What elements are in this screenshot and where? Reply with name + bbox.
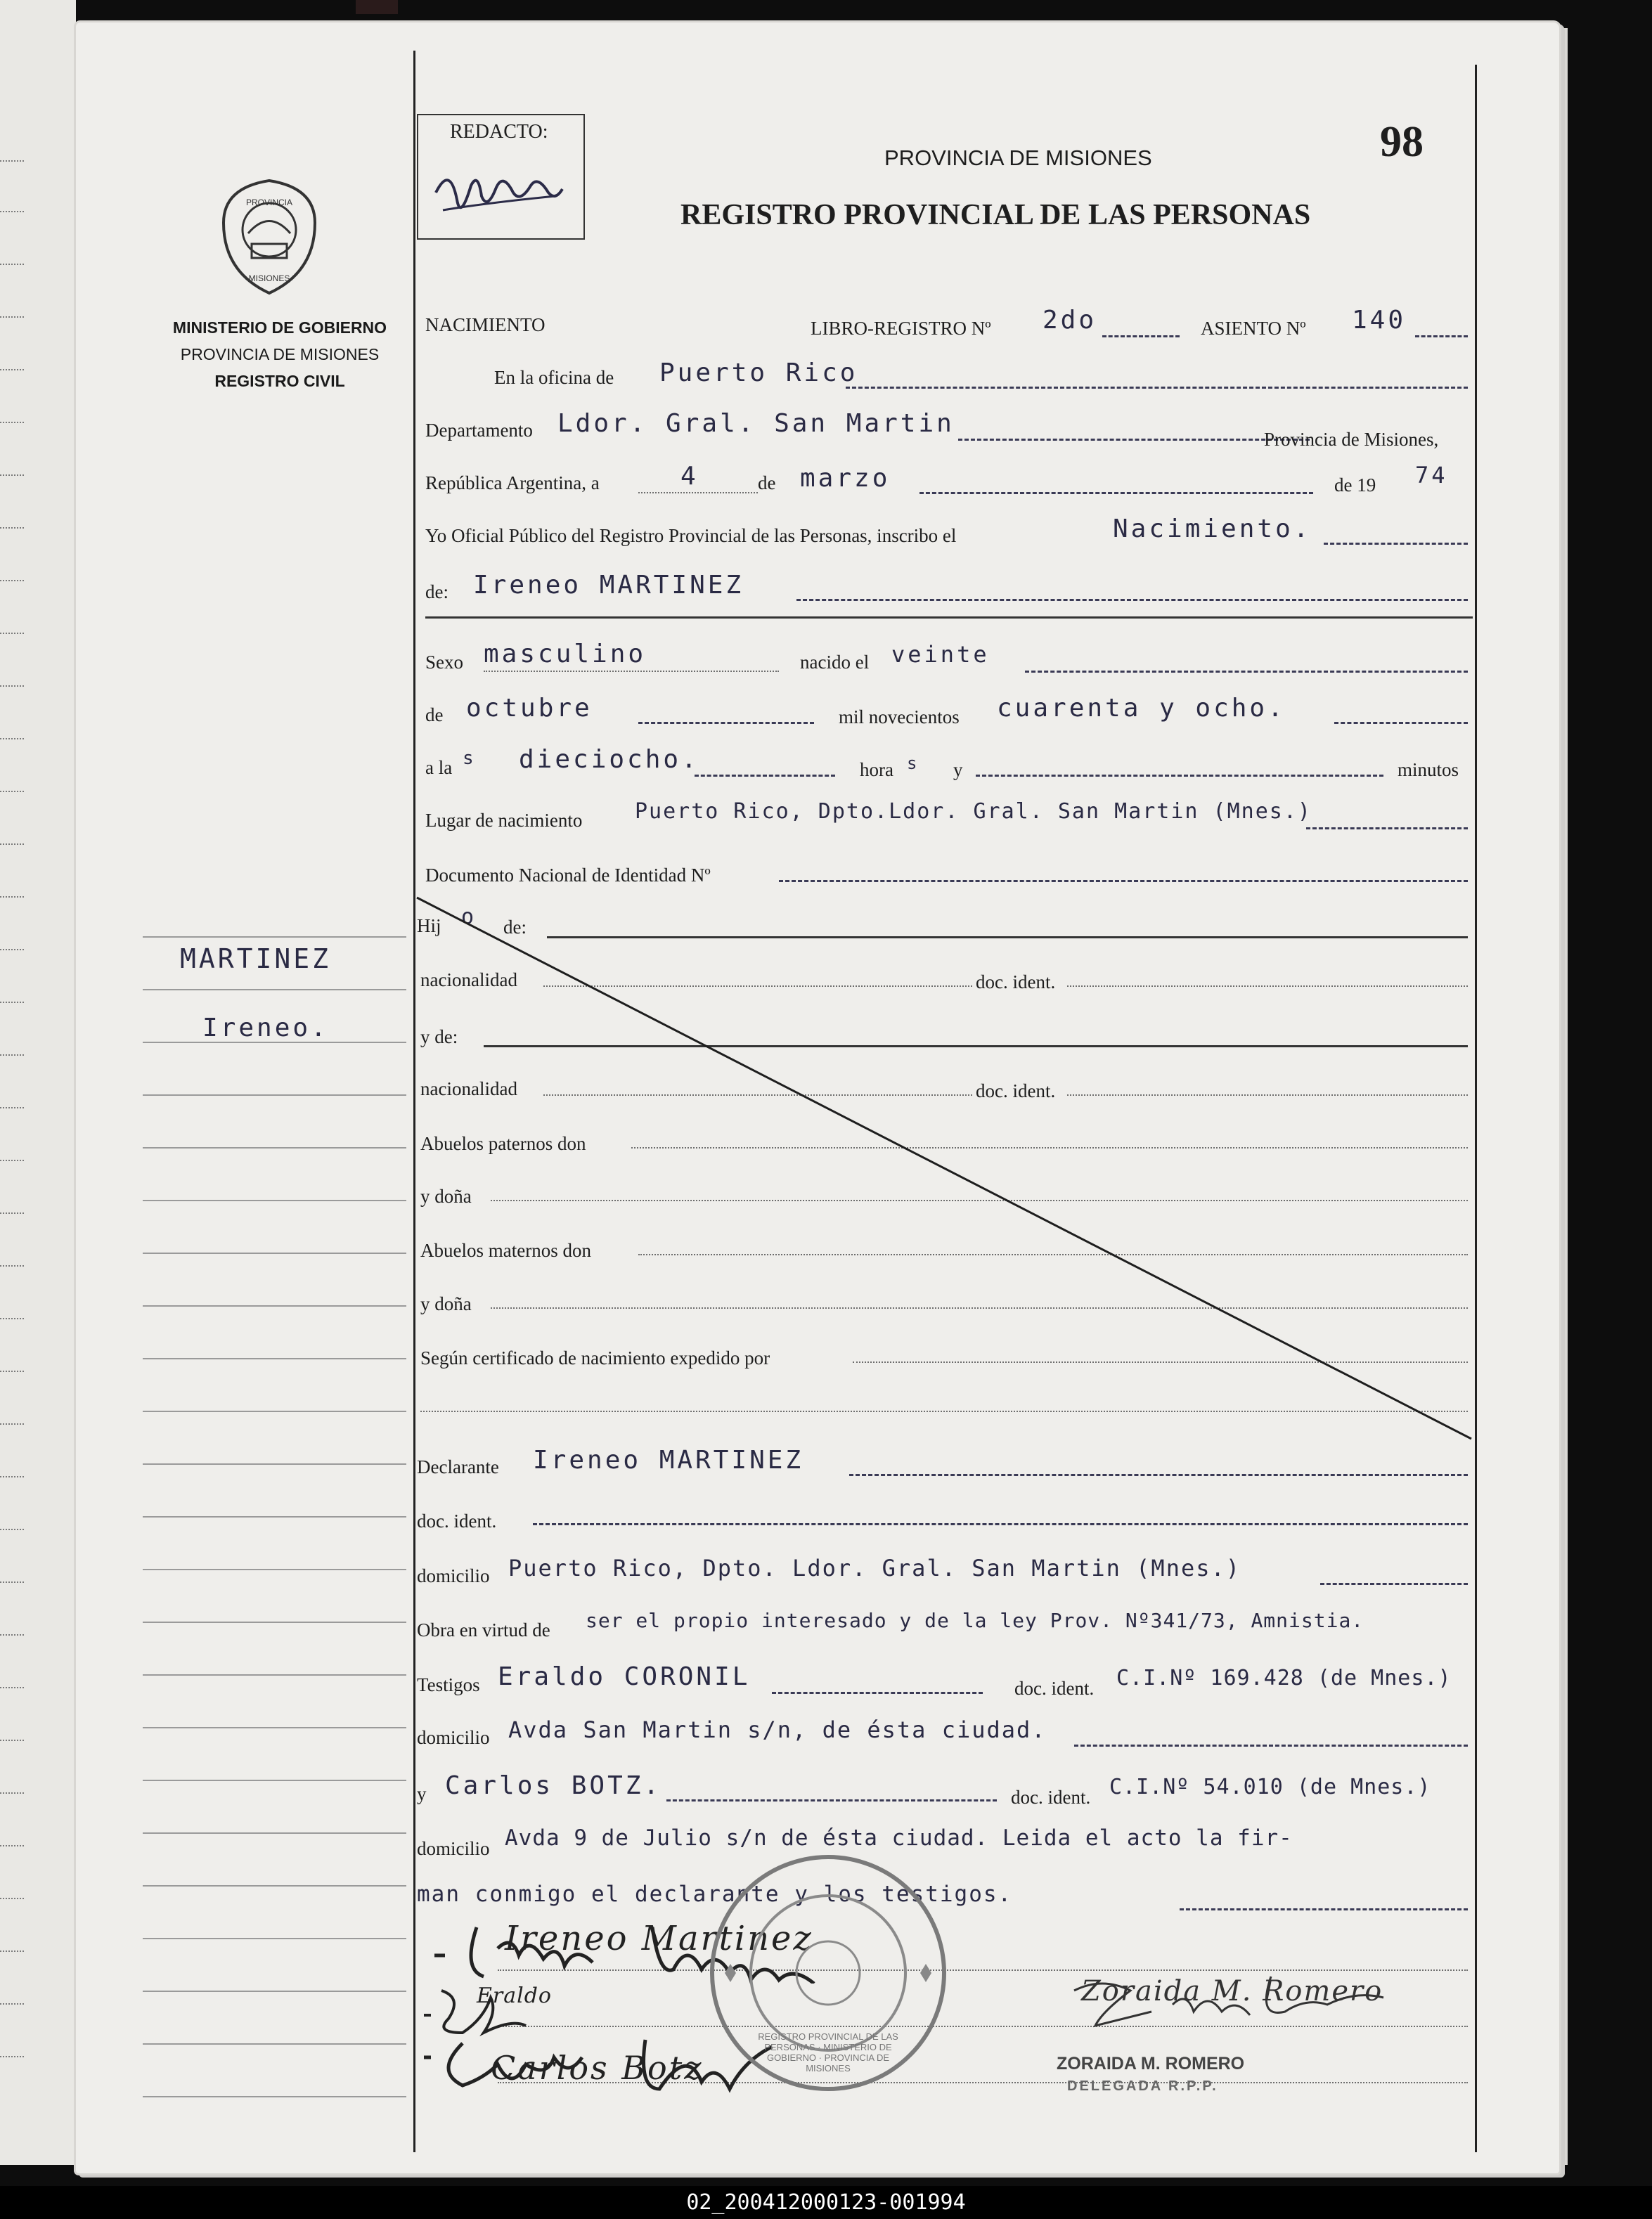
fill-dash [796, 599, 1468, 601]
domicilio2-value: Avda San Martin s/n, de ésta ciudad. [508, 1716, 1047, 1743]
seal-bottom-text: MISIONES [248, 273, 290, 283]
official-name: ZORAIDA M. ROMERO [1057, 2054, 1245, 2074]
ruled-line [0, 2003, 24, 2005]
fill-dots [484, 671, 779, 672]
margin-rule [143, 1727, 406, 1728]
record-type-label: NACIMIENTO [425, 314, 546, 335]
redacto-box [417, 114, 585, 240]
ruled-line [0, 1845, 24, 1846]
fill-dash [533, 1523, 1468, 1525]
nacionalidad2-label: nacionalidad [420, 1078, 517, 1099]
fill-dash [1025, 671, 1468, 673]
fill-dash [695, 775, 835, 777]
margin-rule [143, 1358, 406, 1359]
page-number: 98 [1380, 118, 1424, 166]
domicilio2-label: domicilio [417, 1727, 490, 1748]
fill-dash [1180, 1908, 1468, 1910]
t1-docident-label: doc. ident. [1014, 1678, 1095, 1699]
decl-docident-label: doc. ident. [417, 1510, 497, 1532]
previous-page-edge [0, 0, 76, 2165]
ruled-line [0, 211, 24, 212]
margin-rule [143, 1780, 406, 1781]
nacionalidad1-label: nacionalidad [420, 969, 517, 990]
ruled-line [0, 1476, 24, 1477]
ruled-line [0, 422, 24, 423]
fill-dash [1306, 827, 1468, 829]
hora-label: hora [860, 759, 893, 780]
margin-given-name: Ireneo. [202, 1014, 329, 1042]
margin-rule [143, 1253, 406, 1254]
redacto-label: REDACTO: [450, 121, 548, 143]
y-label: y [953, 759, 963, 780]
domicilio3-value: Avda 9 de Julio s/n de ésta ciudad. Leida el acto la fir- [505, 1825, 1293, 1851]
lugar-label: Lugar de nacimiento [425, 810, 583, 831]
margin-rule [143, 1622, 406, 1623]
register-page [76, 22, 1559, 2173]
testigo2-signature-text: Carlos Botz [491, 2049, 704, 2087]
ruled-line [0, 1054, 24, 1056]
hij-de-label: de: [503, 917, 527, 938]
ministry-line-1: MINISTERIO DE GOBIERNO [172, 318, 387, 337]
official-signature-text: Zoraida M. Romero [1081, 1975, 1383, 2007]
ruled-line [0, 1423, 24, 1425]
margin-rule [143, 936, 406, 938]
provincia-label: Provincia de Misiones, [1264, 429, 1439, 450]
margin-rule [143, 1832, 406, 1834]
docident1-label: doc. ident. [976, 971, 1056, 992]
margin-rule [143, 1200, 406, 1201]
mes-nac-value: octubre [466, 694, 593, 723]
fill-dash [976, 775, 1383, 777]
republica-label: República Argentina, a [425, 472, 600, 493]
ruled-line [0, 264, 24, 265]
ruled-line [0, 1002, 24, 1003]
margin-rule [143, 1147, 406, 1149]
fill-dots [638, 492, 758, 493]
minutos-label: minutos [1398, 759, 1459, 780]
ruled-line [0, 949, 24, 950]
a-la-label: a la [425, 757, 453, 778]
t2-docident-label: doc. ident. [1011, 1787, 1091, 1808]
declarante-value: Ireneo MARTINEZ [533, 1446, 804, 1475]
declarante-label: Declarante [417, 1456, 499, 1477]
mil-label: mil novecientos [839, 706, 960, 727]
anio-label: de 19 [1334, 474, 1376, 496]
ruled-line [0, 1740, 24, 1741]
domicilio1-label: domicilio [417, 1565, 490, 1586]
testigo2-doc: C.I.Nº 54.010 (de Mnes.) [1109, 1775, 1431, 1799]
nacido-value: veinte [891, 641, 990, 668]
right-border [1475, 65, 1477, 2152]
margin-rule [143, 989, 406, 990]
fill-dash [1324, 543, 1468, 545]
ruled-line [0, 316, 24, 318]
ruled-line [0, 1581, 24, 1583]
margin-rule [143, 1305, 406, 1307]
anio-value: 74 [1415, 462, 1448, 489]
testigo1-value: Eraldo CORONIL [498, 1662, 751, 1691]
ministry-block [153, 314, 406, 394]
ruled-line [0, 1160, 24, 1161]
ruled-line [0, 791, 24, 792]
ruled-line [0, 1371, 24, 1372]
ruled-line [0, 1265, 24, 1267]
official-title: DELEGADA R.P.P. [1067, 2078, 1218, 2094]
fill-dash [1102, 335, 1180, 337]
testigo1-signature-text: Eraldo [477, 1984, 552, 2008]
stamp-text: REGISTRO PROVINCIAL DE LAS PERSONAS · MINISTERIO DE GOBIERNO · PROVINCIA DE MISIONES [758, 2031, 898, 2074]
y-dona1-label: y doña [420, 1186, 472, 1207]
hora-suffix: s [907, 753, 920, 773]
libro-value: 2do [1043, 306, 1097, 335]
de2-label: de [425, 704, 444, 725]
margin-rule [143, 1463, 406, 1465]
image-id-bar: 02_200412000123-001994 [0, 2186, 1652, 2219]
official-signature [1060, 1962, 1454, 2040]
oficial-label: Yo Oficial Público del Registro Provincial de las Personas, inscribo el [425, 525, 957, 546]
fill-dash [1334, 722, 1468, 724]
testigo2-value: Carlos BOTZ. [445, 1771, 662, 1800]
ruled-line [0, 1898, 24, 1899]
oficial-value: Nacimiento. [1113, 515, 1312, 543]
abuelos-maternos-label: Abuelos maternos don [420, 1240, 591, 1261]
fill-dash [779, 880, 1468, 882]
dni-label: Documento Nacional de Identidad Nº [425, 865, 711, 886]
province-heading: PROVINCIA DE MISIONES [884, 145, 1152, 170]
de-label: de [758, 472, 776, 493]
declarante-signature-text: Ireneo Martinez [505, 1919, 813, 1958]
margin-rule [143, 1885, 406, 1887]
nacido-label: nacido el [800, 652, 870, 673]
domicilio1-value: Puerto Rico, Dpto. Ldor. Gral. San Martin (Mnes.) [508, 1555, 1241, 1581]
y2-label: y [417, 1783, 427, 1804]
margin-rule [143, 1569, 406, 1570]
lugar-value: Puerto Rico, Dpto.Ldor. Gral. San Martin (Mnes.) [635, 799, 1312, 824]
ruled-line [0, 1107, 24, 1108]
departamento-label: Departamento [425, 420, 533, 441]
ruled-line [0, 369, 24, 370]
ruled-line [0, 685, 24, 687]
cierre-value: man conmigo el declarante y los testigos. [417, 1882, 1013, 1907]
fill-dash [666, 1799, 997, 1801]
libro-label: LIBRO-REGISTRO Nº [811, 318, 991, 339]
oficina-label: En la oficina de [494, 367, 614, 388]
ruled-line [0, 580, 24, 581]
ruled-line [0, 633, 24, 634]
ruled-line [0, 1634, 24, 1636]
hij-suffix: o [461, 905, 477, 929]
ruled-line [0, 843, 24, 845]
persona-value: Ireneo MARTINEZ [473, 571, 744, 600]
ruled-line [0, 1529, 24, 1530]
asiento-value: 140 [1352, 306, 1407, 335]
fill-dash [919, 492, 1313, 494]
asiento-label: ASIENTO Nº [1201, 318, 1306, 339]
hora-value: dieciocho. [519, 745, 699, 774]
a-la-suffix: s [463, 748, 477, 769]
testigos-label: Testigos [417, 1674, 480, 1695]
margin-surname: MARTINEZ [180, 943, 332, 974]
sexo-value: masculino [484, 640, 647, 668]
ministry-line-3: REGISTRO CIVIL [214, 372, 345, 390]
y-de-label: y de: [420, 1026, 458, 1047]
redacto-signature-image [429, 150, 569, 228]
margin-rule [143, 1991, 406, 1992]
obra-value: ser el propio interesado y de la ley Prov. Nº341/73, Amnistia. [586, 1609, 1364, 1632]
mes-value: marzo [800, 464, 891, 493]
ruled-line [0, 1792, 24, 1794]
hij-label: Hij [417, 915, 441, 936]
fill-dash [958, 439, 1310, 441]
segun-label: Según certificado de nacimiento expedido por [420, 1347, 770, 1369]
margin-rule [143, 1516, 406, 1518]
y-dona2-label: y doña [420, 1293, 472, 1314]
domicilio3-label: domicilio [417, 1838, 490, 1859]
ruled-line [0, 1950, 24, 1952]
docident2-label: doc. ident. [976, 1080, 1056, 1101]
fill-dash [1415, 335, 1468, 337]
section-rule [425, 616, 1473, 619]
margin-rule [143, 1411, 406, 1412]
fill-dash [1074, 1745, 1468, 1747]
ruled-line [0, 896, 24, 898]
margin-rule [143, 1938, 406, 1939]
ministry-line-2: PROVINCIA DE MISIONES [180, 345, 380, 363]
dia-value: 4 [680, 462, 699, 491]
departamento-value: Ldor. Gral. San Martin [557, 409, 955, 438]
abuelos-paternos-label: Abuelos paternos don [420, 1133, 586, 1154]
de-persona-label: de: [425, 581, 449, 602]
ruled-line [0, 1687, 24, 1688]
ruled-line [0, 474, 24, 476]
ruled-line [0, 738, 24, 739]
ruled-line [0, 527, 24, 529]
fill-dash [849, 1474, 1468, 1476]
ruled-line [0, 1318, 24, 1319]
ruled-line [0, 160, 24, 162]
margin-rule [143, 1674, 406, 1676]
margin-rule [143, 2096, 406, 2097]
fill-dash [1320, 1583, 1468, 1585]
ruled-line [0, 2056, 24, 2057]
testigo1-doc: C.I.Nº 169.428 (de Mnes.) [1116, 1666, 1452, 1690]
registry-stamp [705, 1850, 951, 2096]
obra-label: Obra en virtud de [417, 1619, 550, 1641]
oficina-value: Puerto Rico [659, 358, 858, 387]
binding-edge [356, 0, 398, 14]
anio-nac-value: cuarenta y ocho. [997, 694, 1286, 723]
province-seal-icon [217, 177, 322, 297]
sexo-label: Sexo [425, 652, 463, 673]
seal-top-text: PROVINCIA [245, 198, 293, 207]
fill-dash [638, 722, 814, 724]
margin-rule [143, 1094, 406, 1096]
margin-rule [143, 2043, 406, 2045]
fill-dash [846, 387, 1468, 389]
cancellation-diagonal [413, 894, 1475, 1442]
fill-dash [772, 1692, 983, 1694]
ruled-line [0, 1212, 24, 1214]
registry-heading: REGISTRO PROVINCIAL DE LAS PERSONAS [680, 199, 1311, 231]
